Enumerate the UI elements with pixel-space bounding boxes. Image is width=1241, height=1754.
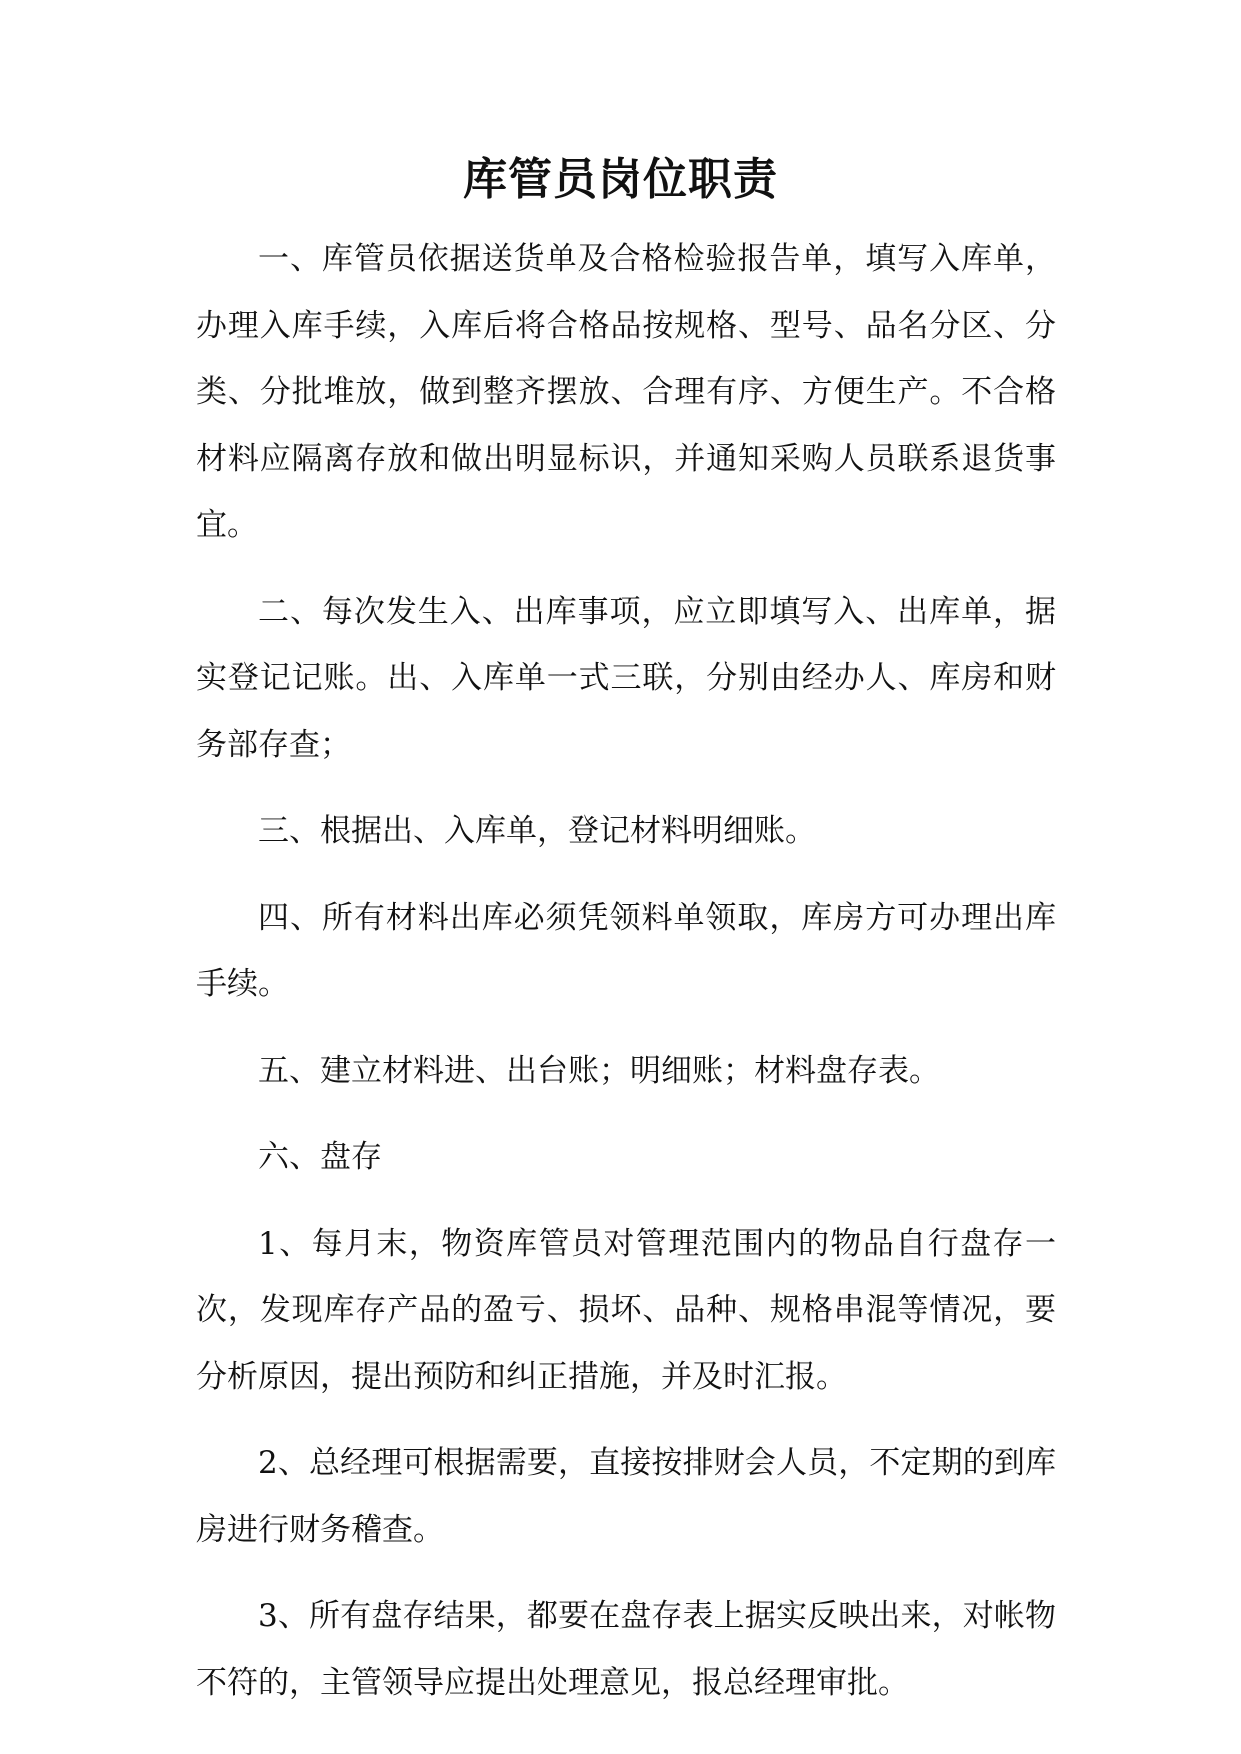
paragraph-2: 二、每次发生入、出库事项，应立即填写入、出库单，据实登记记账。出、入库单一式三联，分别由经办人、库房和财务部存查； bbox=[196, 593, 1056, 763]
document-title: 库管员岗位职责 bbox=[463, 154, 778, 205]
paragraph-1: 一、库管员依据送货单及合格检验报告单，填写入库单，办理入库手续，入库后将合格品按规格、型号、品名分区、分类、分批堆放，做到整齐摆放、合理有序、方便生产。不合格材料应隔离存放和做出明显标识，并通知采购人员联系退货事宜。 bbox=[196, 241, 1056, 543]
paragraph-8: 2、总经理可根据需要，直接按排财会人员，不定期的到库房进行财务稽查。 bbox=[196, 1445, 1056, 1548]
paragraph-6: 六、盘存 bbox=[258, 1139, 382, 1175]
document-body bbox=[196, 226, 1056, 1716]
paragraph-5: 五、建立材料进、出台账；明细账；材料盘存表。 bbox=[258, 1052, 940, 1089]
paragraph-4: 四、所有材料出库必须凭领料单领取，库房方可办理出库手续。 bbox=[196, 899, 1056, 1002]
paragraph-9: 3、所有盘存结果，都要在盘存表上据实反映出来，对帐物不符的，主管领导应提出处理意见，报总经理审批。 bbox=[196, 1598, 1056, 1701]
paragraph-7: 1、每月末，物资库管员对管理范围内的物品自行盘存一次，发现库存产品的盈亏、损坏、品种、规格串混等情况，要分析原因，提出预防和纠正措施，并及时汇报。 bbox=[196, 1225, 1056, 1395]
paragraph-3: 三、根据出、入库单，登记材料明细账。 bbox=[258, 813, 816, 849]
